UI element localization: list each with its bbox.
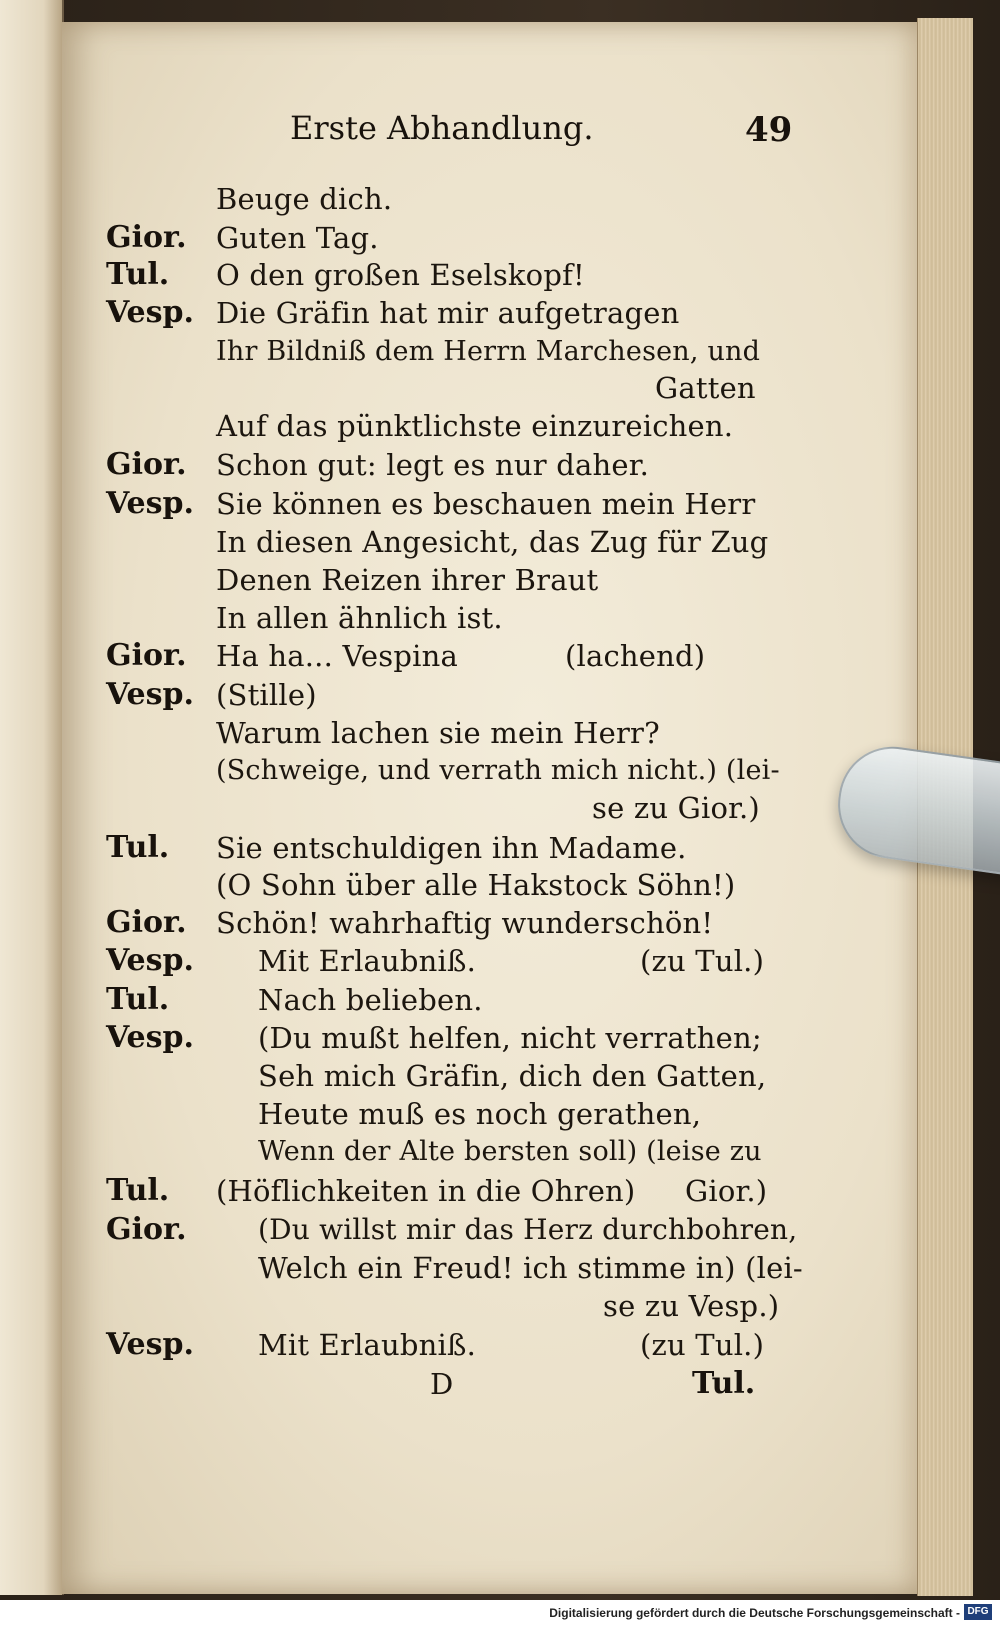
signature-mark: D [430, 1367, 454, 1401]
speaker-label: Tul. [106, 257, 170, 292]
verse-line: Schön! wahrhaftig wunderschön! [216, 906, 714, 940]
verse-line: Seh mich Gräfin, dich den Gatten, [258, 1059, 767, 1093]
stage-direction: se zu Gior.) [592, 791, 760, 825]
speaker-label: Vesp. [106, 295, 194, 330]
verse-line: Schon gut: legt es nur daher. [216, 448, 649, 482]
verse-line: Mit Erlaubniß. [258, 1328, 477, 1362]
verse-line: (O Sohn über alle Hakstock Söhn!) [216, 868, 736, 902]
speaker-label: Vesp. [106, 677, 194, 712]
running-title: Erste Abhandlung. [290, 109, 594, 147]
verse-line: Auf das pünktlichste einzureichen. [216, 409, 734, 443]
stage-direction: Gior.) [685, 1174, 768, 1208]
verse-line: (Schweige, und verrath mich nicht.) (lei- [216, 755, 780, 786]
speaker-label: Gior. [106, 447, 187, 482]
speaker-label: Vesp. [106, 1020, 194, 1055]
speaker-label: Vesp. [106, 486, 194, 521]
stage-direction: (zu Tul.) [640, 1328, 765, 1362]
stage-direction: se zu Vesp.) [603, 1289, 780, 1323]
verse-line: Ihr Bildniß dem Herrn Marchesen, und [216, 336, 761, 367]
stage-direction: (Stille) [216, 678, 317, 712]
speaker-label: Tul. [106, 830, 170, 865]
verse-line: Denen Reizen ihrer Braut [216, 563, 599, 597]
speaker-label: Vesp. [106, 943, 194, 978]
facing-page-edge [0, 0, 64, 1595]
digitization-credit: Digitalisierung gefördert durch die Deutsche Forschungsgemeinschaft - [549, 1606, 960, 1620]
verse-line: Beuge dich. [216, 182, 393, 216]
speaker-label: Gior. [106, 1212, 187, 1247]
speaker-label: Tul. [106, 1173, 170, 1208]
catchword: Tul. [692, 1366, 756, 1401]
speaker-label: Gior. [106, 220, 187, 255]
speaker-label: Gior. [106, 638, 187, 673]
verse-line: Gatten [655, 371, 756, 405]
verse-line: Sie entschuldigen ihn Madame. [216, 831, 687, 865]
verse-line: Welch ein Freud! ich stimme in) (lei- [258, 1251, 803, 1285]
speaker-label: Tul. [106, 982, 170, 1017]
page-number: 49 [745, 110, 793, 150]
verse-line: Warum lachen sie mein Herr? [216, 716, 660, 750]
verse-line: In allen ähnlich ist. [216, 601, 503, 635]
verse-line: (Höflichkeiten in die Ohren) [216, 1174, 636, 1208]
verse-line: Wenn der Alte bersten soll) (leise zu [258, 1136, 762, 1167]
verse-line: Heute muß es noch gerathen, [258, 1097, 702, 1131]
stage-direction: (zu Tul.) [640, 944, 765, 978]
verse-line: Sie können es beschauen mein Herr [216, 487, 756, 521]
verse-line: Die Gräfin hat mir aufgetragen [216, 296, 680, 330]
verse-line: Ha ha... Vespina [216, 639, 458, 673]
speaker-label: Gior. [106, 905, 187, 940]
verse-line: In diesen Angesicht, das Zug für Zug [216, 525, 769, 559]
speaker-label: Vesp. [106, 1327, 194, 1362]
verse-line: (Du mußt helfen, nicht verrathen; [258, 1021, 762, 1055]
verse-line: (Du willst mir das Herz durchbohren, [258, 1213, 798, 1246]
stage-direction: (lachend) [565, 639, 706, 673]
verse-line: Mit Erlaubniß. [258, 944, 477, 978]
verse-line: Nach belieben. [258, 983, 483, 1017]
verse-line: O den großen Eselskopf! [216, 258, 585, 292]
verse-line: Guten Tag. [216, 221, 379, 255]
dfg-logo: DFG [964, 1604, 992, 1620]
